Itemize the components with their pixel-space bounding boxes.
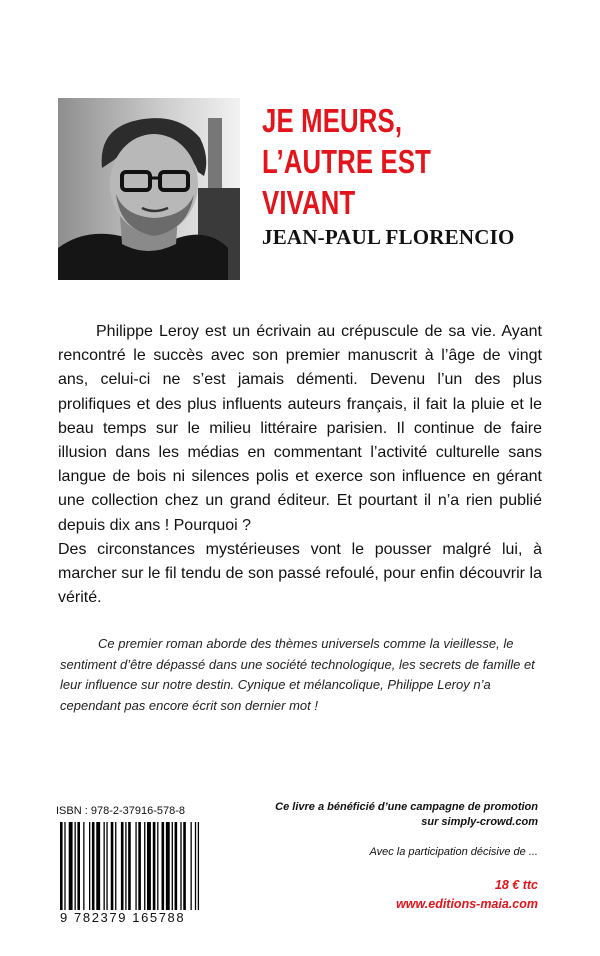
isbn-label: ISBN : 978-2-37916-578-8	[56, 805, 186, 817]
barcode-icon	[58, 822, 240, 914]
title-line-2: L’AUTRE EST VIVANT	[262, 143, 432, 221]
synopsis-paragraph-2: Des circonstances mystérieuses vont le pousser malgré lui, à marcher sur le fil tendu de son passé refoulé, pour enfin découvrir la vérité.	[58, 540, 542, 607]
barcode	[58, 822, 240, 914]
author-name: JEAN-PAUL FLORENCIO	[262, 225, 515, 249]
synopsis	[58, 320, 542, 610]
promo-line-1: Ce livre a bénéficié d’une campagne de promotion	[275, 801, 538, 813]
book-title	[262, 100, 512, 223]
author-portrait-icon	[58, 98, 240, 280]
price: 18 € ttc	[494, 878, 538, 892]
participation-note: Avec la participation décisive de ...	[369, 846, 538, 858]
synopsis-paragraph-1: Philippe Leroy est un écrivain au crépuscule de sa vie. Ayant rencontré le succès avec son premier manuscrit à l’âge de vingt ans, celui-ci ne s’est jamais démenti. Devenu l’un des plus prolifiques et des plus influents auteurs français, il fait la pluie et le beau temps sur le milieu littéraire parisien. Il continue de faire illusion dans les médias en commentant l’activité culturelle sans langue de bois ni silences polis et exerce son influence en gérant une collection chez un grand éditeur. Et pourtant il n’a rien publié depuis dix ans ! Pourquoi ?	[58, 323, 542, 534]
barcode-digits: 9 782379 165788	[58, 910, 240, 925]
promo-note	[275, 800, 538, 830]
website: www.editions-maia.com	[396, 897, 538, 911]
tagline: Ce premier roman aborde des thèmes universels comme la vieillesse, le sentiment d’être dépassé dans une société technologique, les secrets de famille et leur influence sur notre destin. Cynique et mélancolique, Philippe Leroy n’a cependant pas encore écrit son dernier mot !	[60, 636, 535, 713]
title-line-1: JE MEURS,	[262, 102, 403, 139]
promo-line-2: sur simply-crowd.com	[421, 816, 538, 828]
author-photo	[58, 98, 240, 280]
